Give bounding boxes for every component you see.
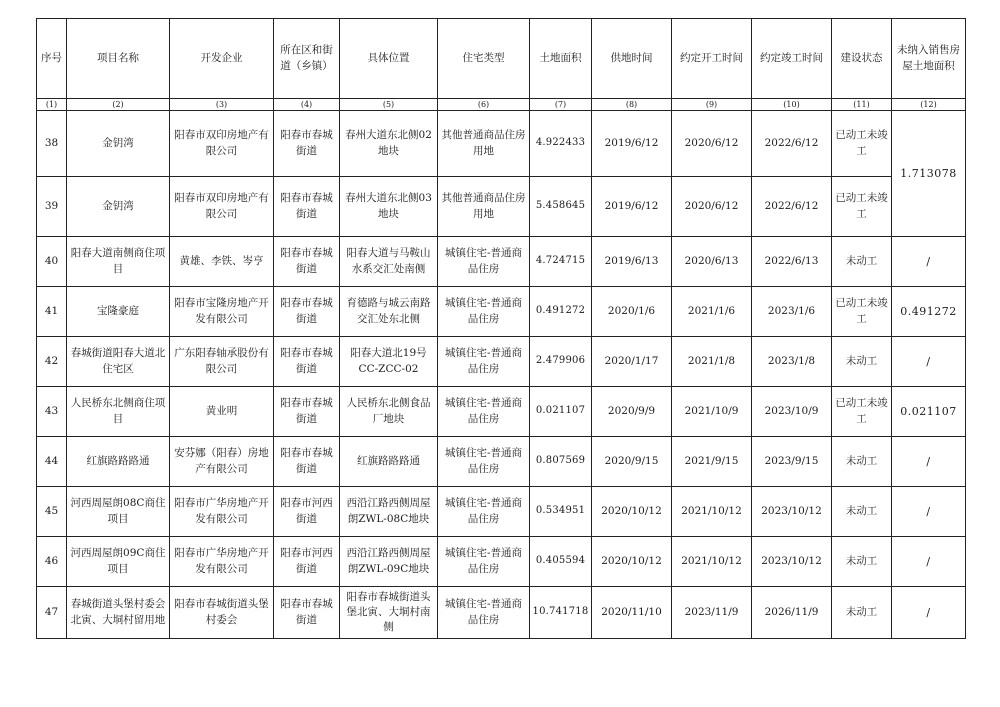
housing-type: 城镇住宅-普通商品住房 (438, 337, 530, 387)
index-cell: (5) (340, 99, 438, 111)
row-number: 43 (37, 387, 67, 437)
start-date: 2021/10/12 (672, 537, 752, 587)
location: 春州大道东北侧03地块 (340, 177, 438, 237)
developer: 阳春市广华房地产开发有限公司 (170, 537, 274, 587)
district: 阳春市春城街道 (274, 237, 340, 287)
start-date: 2020/6/12 (672, 177, 752, 237)
status: 未动工 (832, 237, 892, 287)
supply-date: 2019/6/12 (592, 177, 672, 237)
header-cell: 具体位置 (340, 19, 438, 99)
start-date: 2021/10/9 (672, 387, 752, 437)
table-row (37, 387, 966, 437)
developer: 阳春市双印房地产有限公司 (170, 111, 274, 177)
housing-type: 城镇住宅-普通商品住房 (438, 537, 530, 587)
finish-date: 2026/11/9 (752, 587, 832, 639)
header-cell: 约定开工时间 (672, 19, 752, 99)
location: 西沿江路西侧周屋朗ZWL-08C地块 (340, 487, 438, 537)
index-cell: (2) (67, 99, 170, 111)
finish-date: 2023/10/12 (752, 487, 832, 537)
housing-type: 城镇住宅-普通商品住房 (438, 487, 530, 537)
district: 阳春市春城街道 (274, 287, 340, 337)
row-number: 39 (37, 177, 67, 237)
district: 阳春市春城街道 (274, 437, 340, 487)
district: 阳春市春城街道 (274, 387, 340, 437)
developer: 阳春市双印房地产有限公司 (170, 177, 274, 237)
start-date: 2021/1/8 (672, 337, 752, 387)
unsold-area: 0.021107 (892, 387, 966, 437)
location: 红旗路路路通 (340, 437, 438, 487)
project-name: 春城街道头堡村委会北寅、大垌村留用地 (67, 587, 170, 639)
unsold-area: 0.491272 (892, 287, 966, 337)
project-name: 人民桥东北侧商住项目 (67, 387, 170, 437)
column-index-row (37, 99, 966, 111)
project-name: 红旗路路路通 (67, 437, 170, 487)
status: 已动工未竣工 (832, 287, 892, 337)
supply-date: 2020/11/10 (592, 587, 672, 639)
row-number: 40 (37, 237, 67, 287)
index-cell: (6) (438, 99, 530, 111)
table-row (37, 437, 966, 487)
start-date: 2021/1/6 (672, 287, 752, 337)
location: 育德路与城云南路交汇处东北侧 (340, 287, 438, 337)
header-cell: 序号 (37, 19, 67, 99)
start-date: 2020/6/13 (672, 237, 752, 287)
index-cell: (10) (752, 99, 832, 111)
developer: 阳春市广华房地产开发有限公司 (170, 487, 274, 537)
developer: 黄雄、李铁、岑亨 (170, 237, 274, 287)
status: 未动工 (832, 587, 892, 639)
index-cell: (3) (170, 99, 274, 111)
land-area: 0.534951 (530, 487, 592, 537)
status: 已动工未竣工 (832, 111, 892, 177)
land-area: 0.021107 (530, 387, 592, 437)
location: 阳春市春城街道头堡北寅、大垌村南侧 (340, 587, 438, 639)
unsold-area: / (892, 587, 966, 639)
location: 西沿江路西侧周屋朗ZWL-09C地块 (340, 537, 438, 587)
land-area: 2.479906 (530, 337, 592, 387)
header-row (37, 19, 966, 99)
land-area: 0.405594 (530, 537, 592, 587)
finish-date: 2023/9/15 (752, 437, 832, 487)
developer: 阳春市宝隆房地产开发有限公司 (170, 287, 274, 337)
housing-type: 其他普通商品住房用地 (438, 177, 530, 237)
row-number: 38 (37, 111, 67, 177)
location: 阳春大道北19号CC-ZCC-02 (340, 337, 438, 387)
supply-date: 2019/6/13 (592, 237, 672, 287)
supply-date: 2020/1/6 (592, 287, 672, 337)
land-area: 0.807569 (530, 437, 592, 487)
project-name: 河西周屋朗09C商住项目 (67, 537, 170, 587)
status: 已动工未竣工 (832, 387, 892, 437)
finish-date: 2023/10/9 (752, 387, 832, 437)
row-number: 47 (37, 587, 67, 639)
index-cell: (1) (37, 99, 67, 111)
project-name: 金钥湾 (67, 111, 170, 177)
index-cell: (11) (832, 99, 892, 111)
table-row (37, 487, 966, 537)
land-supply-table (36, 18, 966, 639)
location: 人民桥东北侧食品厂地块 (340, 387, 438, 437)
housing-type: 城镇住宅-普通商品住房 (438, 287, 530, 337)
housing-type: 城镇住宅-普通商品住房 (438, 437, 530, 487)
housing-type: 城镇住宅-普通商品住房 (438, 587, 530, 639)
land-area: 0.491272 (530, 287, 592, 337)
district: 阳春市春城街道 (274, 337, 340, 387)
header-cell: 未纳入销售房屋土地面积 (892, 19, 966, 99)
row-number: 46 (37, 537, 67, 587)
unsold-area: / (892, 437, 966, 487)
developer: 安芬娜（阳春）房地产有限公司 (170, 437, 274, 487)
project-name: 阳春大道南侧商住项目 (67, 237, 170, 287)
unsold-area: 1.713078 (892, 111, 966, 237)
start-date: 2021/9/15 (672, 437, 752, 487)
supply-date: 2019/6/12 (592, 111, 672, 177)
housing-type: 其他普通商品住房用地 (438, 111, 530, 177)
district: 阳春市春城街道 (274, 177, 340, 237)
header-cell: 供地时间 (592, 19, 672, 99)
index-cell: (4) (274, 99, 340, 111)
header-cell: 所在区和街道（乡镇） (274, 19, 340, 99)
supply-date: 2020/9/15 (592, 437, 672, 487)
project-name: 金钥湾 (67, 177, 170, 237)
index-cell: (9) (672, 99, 752, 111)
header-cell: 建设状态 (832, 19, 892, 99)
land-area: 5.458645 (530, 177, 592, 237)
table-row (37, 337, 966, 387)
supply-date: 2020/9/9 (592, 387, 672, 437)
location: 春州大道东北侧02地块 (340, 111, 438, 177)
district: 阳春市春城街道 (274, 111, 340, 177)
header-cell: 土地面积 (530, 19, 592, 99)
land-area: 4.724715 (530, 237, 592, 287)
housing-type: 城镇住宅-普通商品住房 (438, 237, 530, 287)
status: 未动工 (832, 337, 892, 387)
index-cell: (8) (592, 99, 672, 111)
row-number: 44 (37, 437, 67, 487)
location: 阳春大道与马鞍山水系交汇处南侧 (340, 237, 438, 287)
district: 阳春市河西街道 (274, 537, 340, 587)
table-row (37, 587, 966, 639)
table-row (37, 237, 966, 287)
housing-type: 城镇住宅-普通商品住房 (438, 387, 530, 437)
finish-date: 2022/6/12 (752, 177, 832, 237)
table-row (37, 287, 966, 337)
project-name: 宝隆豪庭 (67, 287, 170, 337)
district: 阳春市春城街道 (274, 587, 340, 639)
unsold-area: / (892, 337, 966, 387)
header-cell: 约定竣工时间 (752, 19, 832, 99)
table-row (37, 111, 966, 177)
supply-date: 2020/10/12 (592, 537, 672, 587)
start-date: 2023/11/9 (672, 587, 752, 639)
header-cell: 开发企业 (170, 19, 274, 99)
status: 未动工 (832, 487, 892, 537)
finish-date: 2022/6/12 (752, 111, 832, 177)
row-number: 45 (37, 487, 67, 537)
district: 阳春市河西街道 (274, 487, 340, 537)
index-cell: (7) (530, 99, 592, 111)
developer: 广东阳春轴承股份有限公司 (170, 337, 274, 387)
header-cell: 住宅类型 (438, 19, 530, 99)
row-number: 41 (37, 287, 67, 337)
status: 已动工未竣工 (832, 177, 892, 237)
developer: 黄业明 (170, 387, 274, 437)
developer: 阳春市春城街道头堡村委会 (170, 587, 274, 639)
index-cell: (12) (892, 99, 966, 111)
start-date: 2021/10/12 (672, 487, 752, 537)
table-row (37, 537, 966, 587)
finish-date: 2023/1/8 (752, 337, 832, 387)
unsold-area: / (892, 487, 966, 537)
supply-date: 2020/1/17 (592, 337, 672, 387)
finish-date: 2023/1/6 (752, 287, 832, 337)
supply-date: 2020/10/12 (592, 487, 672, 537)
table-row (37, 177, 966, 237)
status: 未动工 (832, 437, 892, 487)
unsold-area: / (892, 237, 966, 287)
status: 未动工 (832, 537, 892, 587)
project-name: 河西周屋朗08C商住项目 (67, 487, 170, 537)
land-area: 4.922433 (530, 111, 592, 177)
header-cell: 项目名称 (67, 19, 170, 99)
finish-date: 2023/10/12 (752, 537, 832, 587)
unsold-area: / (892, 537, 966, 587)
land-area: 10.741718 (530, 587, 592, 639)
row-number: 42 (37, 337, 67, 387)
project-name: 春城街道阳春大道北住宅区 (67, 337, 170, 387)
start-date: 2020/6/12 (672, 111, 752, 177)
finish-date: 2022/6/13 (752, 237, 832, 287)
